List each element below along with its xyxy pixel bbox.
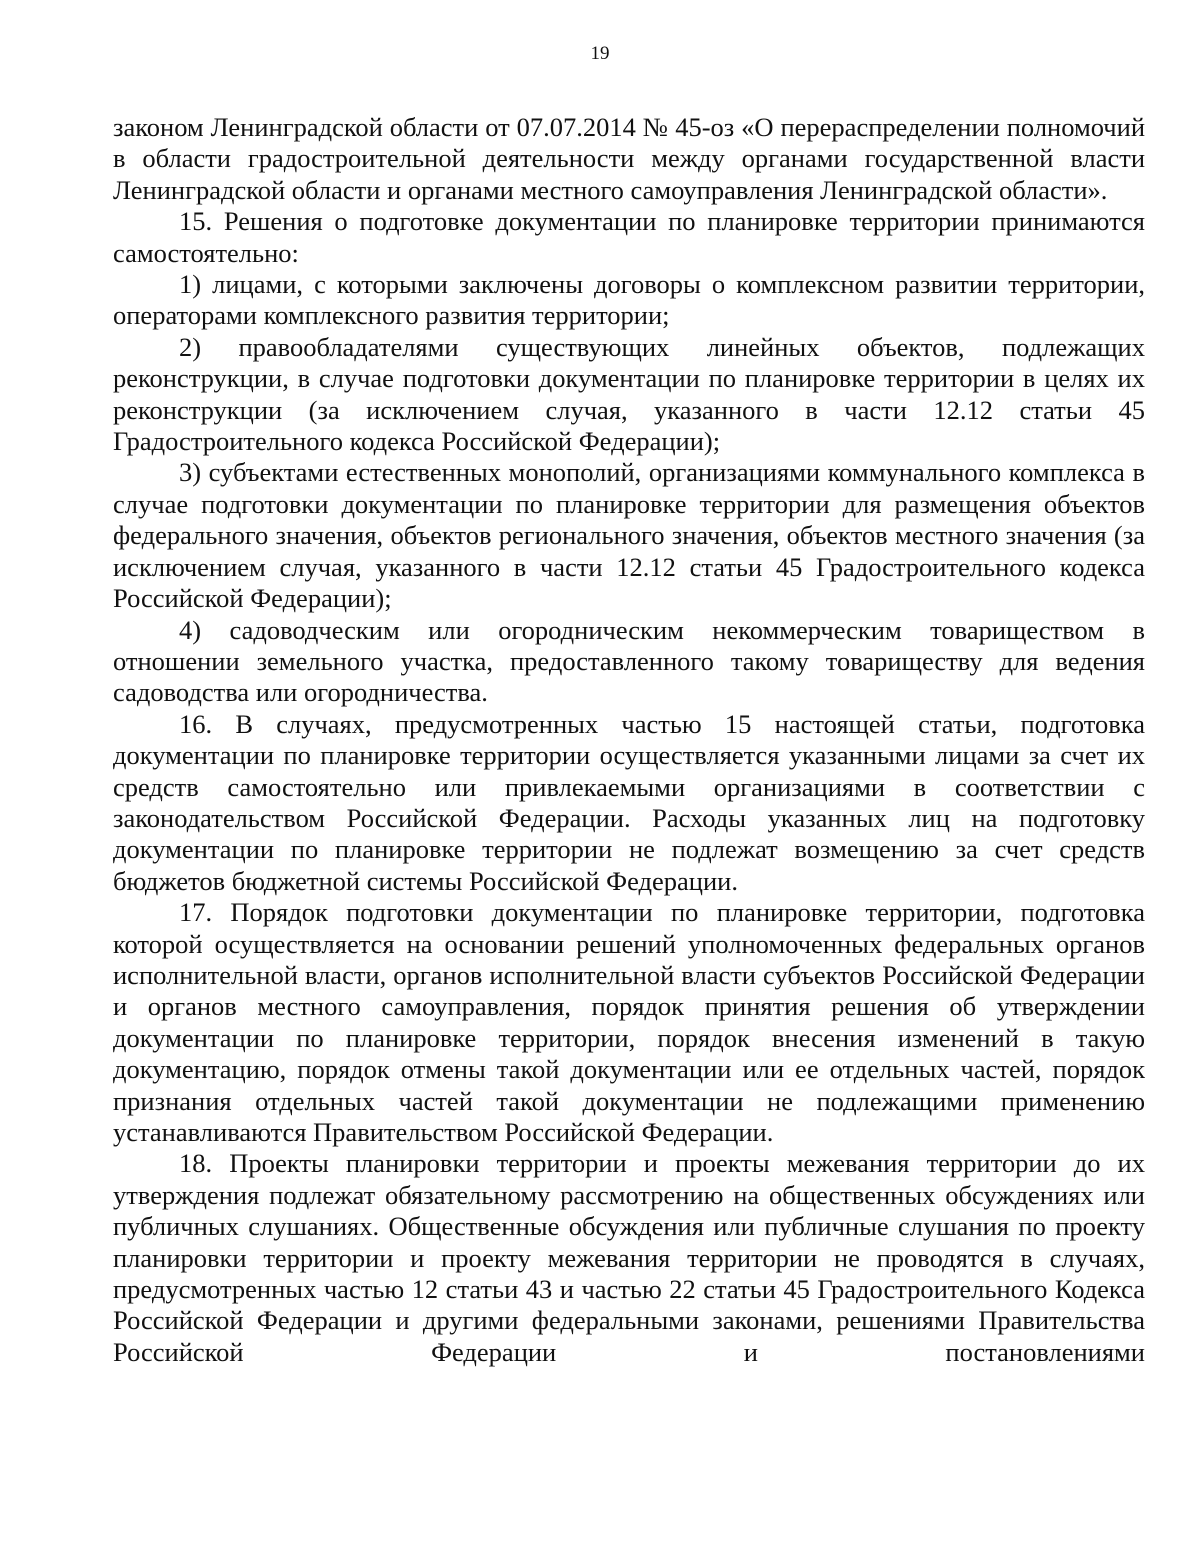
document-body [113,112,1145,1368]
page-number: 19 [590,43,610,64]
paragraph-15-item-3: 3) субъектами естественных монополий, организациями коммунального комплекса в случае подготовки документации по планировке территории для размещения объектов федерального значения, объектов регионального значения, объектов местного значения (за исключением случая, указанного в части 12.12 статьи 45 Градостроительного кодекса Российской Федерации); [113,457,1145,614]
paragraph-15-item-2: 2) правообладателями существующих линейных объектов, подлежащих реконструкции, в случае подготовки документации по планировке территории в целях их реконструкции (за исключением случая, указанного в части 12.12 статьи 45 Градостроительного кодекса Российской Федерации); [113,331,1145,457]
paragraph-intro: законом Ленинградской области от 07.07.2014 № 45-оз «О перераспределении полномочий в области градостроительной деятельности между органами государственной власти Ленинградской области и органами местного самоуправления Ленинградской области». [113,112,1145,205]
paragraph-18: 18. Проекты планировки территории и проекты межевания территории до их утверждения подлежат обязательному рассмотрению на общественных обсуждениях или публичных слушаниях. Общественные обсуждения или публичные слушания по проекту планировки территории и проекту межевания территории не проводятся в случаях, предусмотренных частью 12 статьи 43 и частью 22 статьи 45 Градостроительного Кодекса Российской Федерации и другими федеральными законами, решениями Правительства Российской Федерации и постановлениями [113,1148,1145,1367]
paragraph-15-item-4: 4) садоводческим или огородническим некоммерческим товариществом в отношении земельного участка, предоставленного такому товариществу для ведения садоводства или огородничества. [113,614,1145,708]
paragraph-15: 15. Решения о подготовке документации по планировке территории принимаются самостоятельно: [113,206,1145,268]
paragraph-15-item-1: 1) лицами, с которыми заключены договоры о комплексном развитии территории, операторами комплексного развития территории; [113,269,1145,331]
paragraph-17: 17. Порядок подготовки документации по планировке территории, подготовка которой осуществляется на основании решений уполномоченных федеральных органов исполнительной власти, органов исполнительной власти субъектов Российской Федерации и органов местного самоуправления, порядок принятия решения об утверждении документации по планировке территории, порядок внесения изменений в такую документацию, порядок отмены такой документации или ее отдельных частей, порядок признания отдельных частей такой документации не подлежащими применению устанавливаются Правительством Российской Федерации. [113,897,1145,1147]
paragraph-16: 16. В случаях, предусмотренных частью 15 настоящей статьи, подготовка документации по планировке территории осуществляется указанными лицами за счет их средств самостоятельно или привлекаемыми организациями в соответствии с законодательством Российской Федерации. Расходы указанных лиц на подготовку документации по планировке территории не подлежат возмещению за счет средств бюджетов бюджетной системы Российской Федерации. [113,708,1145,896]
